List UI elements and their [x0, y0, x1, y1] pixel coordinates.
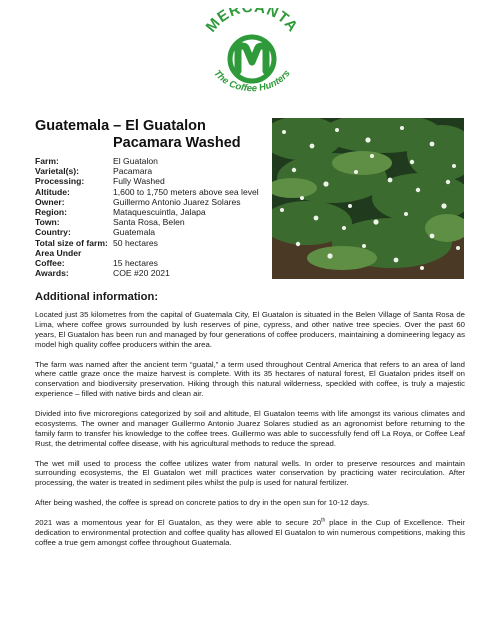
- paragraph-location: Located just 35 kilometres from the capital of Guatemala City, El Guatalon is situated in the Belen Village of Santa Rosa de Lima, where coffee grows surrounded by lush reserves of pine, cypress, and other native tree species. Over the past 60 years, El Guatalon has been run and managed by four generations of coffee producers, maintaining a domineering legacy as model high quality coffee producers within the area.: [35, 310, 465, 349]
- svg-text:MERCANTA: [203, 8, 302, 36]
- fact-value: COE #20 2021: [113, 268, 170, 279]
- page-title: [35, 118, 241, 152]
- awards-text-a: 2021 was a momentous year for El Guatalon, as they were able to secure 20: [35, 517, 322, 527]
- fact-value: 50 hectares: [113, 237, 158, 248]
- fact-label: Town:: [35, 217, 60, 228]
- fact-label: Processing:: [35, 176, 85, 187]
- brand-tagline: The Coffee Hunters: [211, 68, 293, 95]
- fact-value: Guillermo Antonio Juarez Solares: [113, 196, 241, 207]
- fact-row: [35, 217, 270, 227]
- fact-label: Farm:: [35, 156, 59, 166]
- fact-value: Fully Washed: [113, 176, 165, 187]
- farm-facts: [35, 156, 270, 278]
- fact-value: El Guatalon: [113, 156, 158, 166]
- fact-row: [35, 248, 270, 258]
- fact-label: Region:: [35, 207, 67, 218]
- mercanta-logo: [196, 8, 308, 104]
- fact-label: Varietal(s):: [35, 166, 79, 177]
- description-body: [35, 310, 465, 558]
- fact-value: [113, 248, 270, 258]
- fact-label: Country:: [35, 227, 71, 238]
- fact-value: Pacamara: [113, 166, 153, 177]
- title-line-2: Pacamara Washed: [113, 135, 241, 151]
- fact-value: 15 hectares: [113, 258, 158, 269]
- fact-label: Total size of farm:: [35, 237, 108, 248]
- paragraph-drying: After being washed, the coffee is spread on concrete patios to dry in the open sun for 10-12 days.: [35, 498, 370, 508]
- paragraph-wet-mill: The wet mill used to process the coffee utilizes water from natural wells. In order to preserve resources and maintain surrounding ecosystems, the El Guatalon wet mill practices water conservation by practicing water recirculation. After processing, the water is treated in sediment piles whilst the pulp is used for natural fertilizer.: [35, 458, 465, 488]
- fact-value: Santa Rosa, Belen: [113, 217, 185, 228]
- fact-row: [35, 187, 270, 197]
- awards-superscript: th: [321, 517, 326, 524]
- fact-row: [35, 156, 270, 166]
- fact-label: Awards:: [35, 268, 69, 279]
- brand-name: MER ANTA: [202, 8, 302, 36]
- fact-label: Area Under: [35, 247, 82, 258]
- fact-value: Guatemala: [113, 227, 156, 238]
- title-line-1: Guatemala – El Guatalon: [35, 118, 206, 134]
- fact-label: Coffee:: [35, 258, 65, 269]
- additional-info-heading: Additional information:: [35, 291, 159, 303]
- fact-row: [35, 207, 270, 217]
- awards-text-b: place in the Cup of Excellence. Their dedication to environmental protection and coffee quality has allowed El Guatalon to win numerous competitions, making this coffee a true gem amongst coffee throughout Guatemala.: [35, 517, 465, 547]
- fact-row: [35, 176, 270, 186]
- fact-row: [35, 258, 270, 268]
- fact-row: [35, 166, 270, 176]
- fact-label: Altitude:: [35, 186, 70, 197]
- fact-label: Owner:: [35, 196, 65, 207]
- paragraph-name: The farm was named after the ancient term “guatal,” a term used throughout Central America that refers to an area of land where cattle graze once the maize harvest is complete. With its 35 hectares of natural forest, El Guatalon prides itself on conservation and biodiversity preservation. Hiking through this natural wilderness, speckled with coffee, is truly a majestic experience – filled with native birds and clean air.: [35, 359, 465, 399]
- paragraph-microregions: Divided into five microregions categorized by soil and altitude, El Guatalon teems with life amongst its various climates and ecosystems. The owner and manager Guillermo Antonio Juarez Solares studied as an agronomist before returning to the family farm to transfer his knowledge to the coffee trees. Guillermo was able to successfully fend off La Roya, or Coffee Leaf Rust, the detrimental coffee disease, with his agricultural methods to reduce the spread.: [35, 409, 465, 448]
- fact-row: [35, 197, 270, 207]
- fact-row: [35, 268, 270, 278]
- fact-value: Mataquescuintla, Jalapa: [113, 207, 206, 218]
- fact-row: [35, 227, 270, 237]
- fact-value: 1,600 to 1,750 meters above sea level: [113, 186, 259, 197]
- fact-row: [35, 238, 270, 248]
- paragraph-awards: [35, 518, 465, 548]
- coffee-plantation-photo: [272, 118, 464, 279]
